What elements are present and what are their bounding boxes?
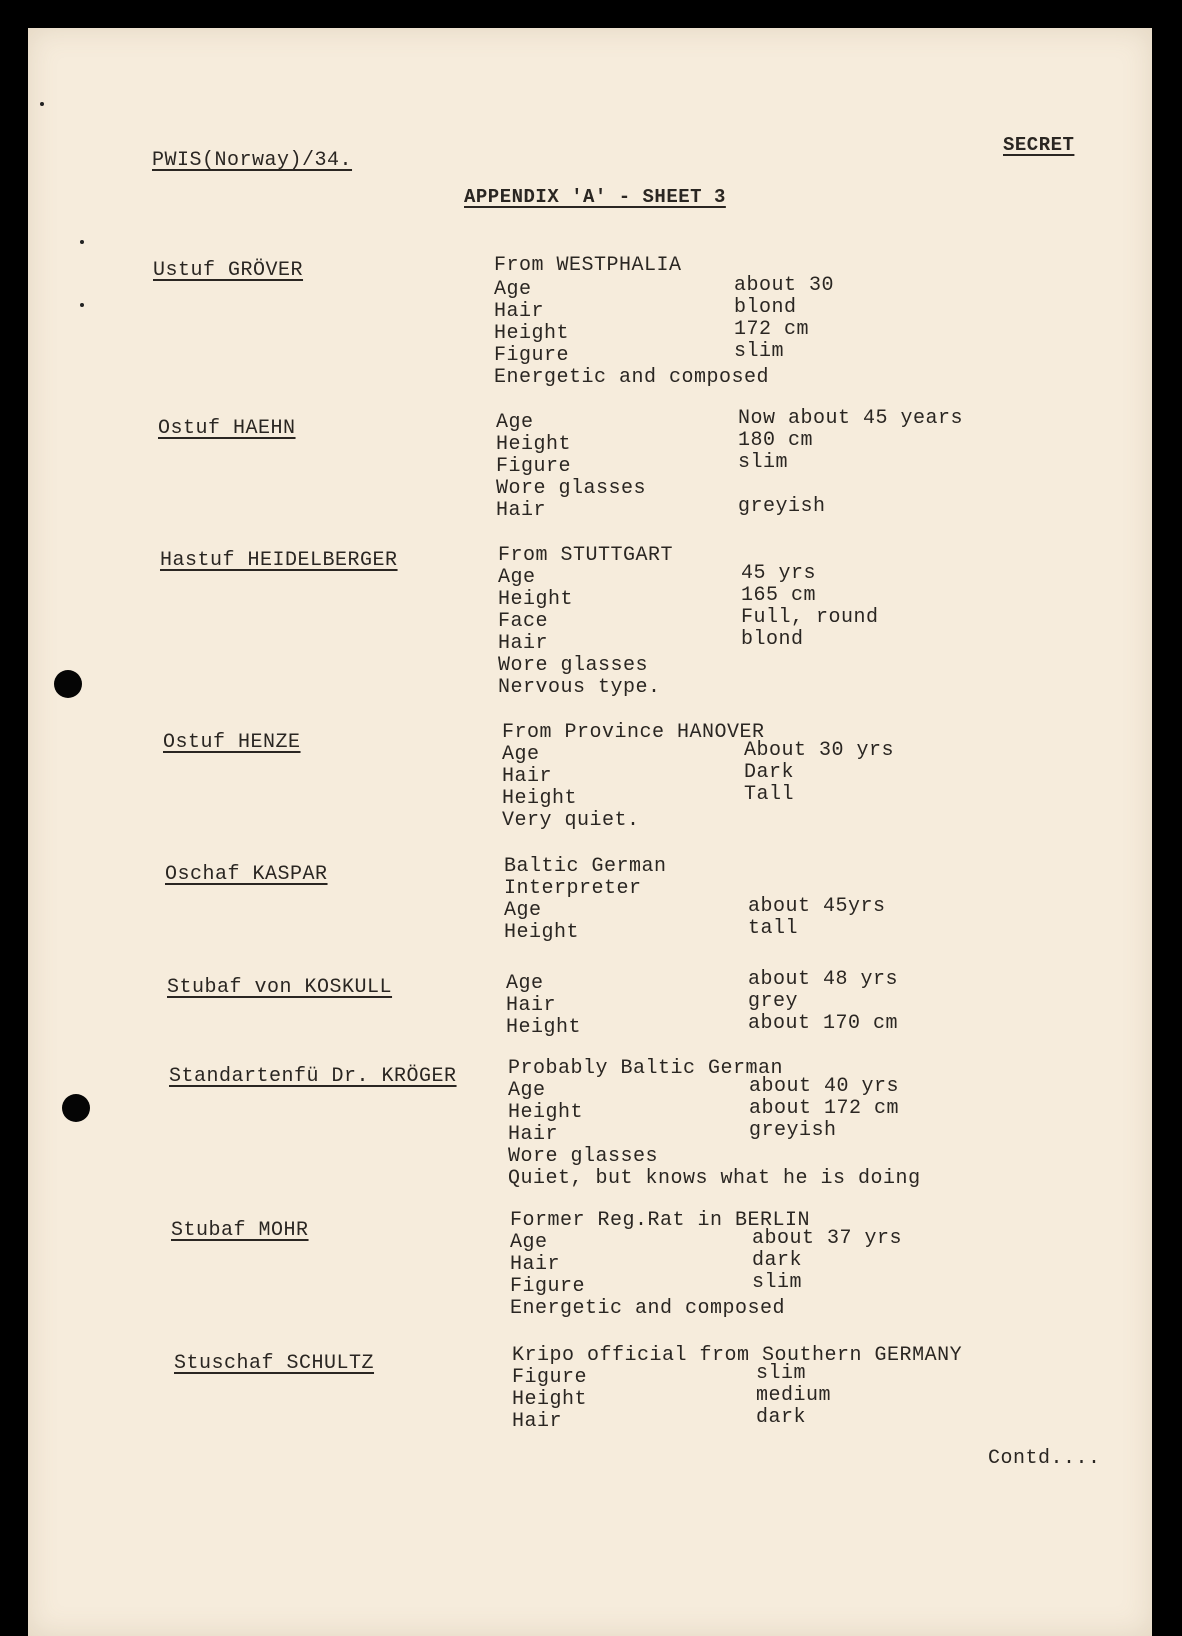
- attribute-value: about 170 cm: [748, 1012, 899, 1035]
- attribute-value: blond: [734, 296, 797, 319]
- attribute-label: Figure: [510, 1275, 586, 1298]
- attribute-label: Age: [498, 566, 536, 589]
- attribute-value: 180 cm: [738, 429, 814, 452]
- attribute-value: about 37 yrs: [752, 1227, 903, 1250]
- attribute-label: Height: [498, 588, 574, 611]
- attribute-label: Figure: [496, 455, 572, 478]
- attribute-label: Probably Baltic German: [508, 1057, 784, 1080]
- attribute-value: about 30: [734, 274, 835, 297]
- attribute-label: Baltic German: [504, 855, 667, 878]
- attribute-label: Age: [494, 278, 532, 301]
- attribute-value: medium: [756, 1384, 832, 1407]
- attribute-value: Dark: [744, 761, 795, 784]
- classification-marking: SECRET: [1003, 134, 1075, 156]
- attribute-label: Age: [502, 743, 540, 766]
- attribute-label: Figure: [494, 344, 570, 367]
- attribute-value: about 40 yrs: [749, 1075, 900, 1098]
- attribute-label: From STUTTGART: [498, 544, 674, 567]
- attribute-value: slim: [738, 451, 789, 474]
- attribute-label: Nervous type.: [498, 676, 661, 699]
- attribute-label: Hair: [512, 1410, 563, 1433]
- attribute-label: Age: [496, 411, 534, 434]
- attribute-value: 45 yrs: [741, 562, 817, 585]
- attribute-label: Height: [496, 433, 572, 456]
- attribute-value: slim: [734, 340, 785, 363]
- attribute-label: Hair: [508, 1123, 559, 1146]
- attribute-label: Height: [502, 787, 578, 810]
- speck: [40, 102, 44, 106]
- officer-name: Ostuf HENZE: [163, 731, 301, 754]
- officer-name: Stuschaf SCHULTZ: [174, 1352, 375, 1375]
- attribute-label: Wore glasses: [498, 654, 649, 677]
- attribute-label: Kripo official from Southern GERMANY: [512, 1344, 963, 1367]
- attribute-value: grey: [748, 990, 799, 1013]
- officer-name: Ostuf HAEHN: [158, 417, 296, 440]
- attribute-value: about 45yrs: [748, 895, 886, 918]
- attribute-label: Age: [504, 899, 542, 922]
- attribute-value: 172 cm: [734, 318, 810, 341]
- attribute-label: Height: [504, 921, 580, 944]
- officer-name: Stubaf von KOSKULL: [167, 976, 393, 999]
- attribute-value: dark: [752, 1249, 803, 1272]
- attribute-value: slim: [756, 1362, 807, 1385]
- attribute-value: tall: [748, 917, 799, 940]
- attribute-value: dark: [756, 1406, 807, 1429]
- officer-name: Ustuf GRÖVER: [153, 259, 304, 282]
- officer-name: Standartenfü Dr. KRÖGER: [169, 1065, 457, 1088]
- attribute-label: Energetic and composed: [494, 366, 770, 389]
- attribute-value: About 30 yrs: [744, 739, 895, 762]
- attribute-value: Now about 45 years: [738, 407, 964, 430]
- attribute-label: Hair: [510, 1253, 561, 1276]
- punch-hole: [62, 1094, 90, 1122]
- attribute-label: Hair: [494, 300, 545, 323]
- attribute-label: Age: [510, 1231, 548, 1254]
- reference-number: PWIS(Norway)/34.: [152, 149, 353, 172]
- attribute-label: Hair: [502, 765, 553, 788]
- attribute-value: Full, round: [741, 606, 879, 629]
- speck: [80, 303, 84, 307]
- officer-name: Stubaf MOHR: [171, 1219, 309, 1242]
- attribute-value: Tall: [744, 783, 795, 806]
- attribute-label: Hair: [498, 632, 549, 655]
- attribute-label: Age: [508, 1079, 546, 1102]
- attribute-label: Quiet, but knows what he is doing: [508, 1167, 921, 1190]
- attribute-value: 165 cm: [741, 584, 817, 607]
- officer-name: Hastuf HEIDELBERGER: [160, 549, 398, 572]
- attribute-label: Age: [506, 972, 544, 995]
- attribute-value: greyish: [749, 1119, 837, 1142]
- attribute-value: about 48 yrs: [748, 968, 899, 991]
- attribute-label: Figure: [512, 1366, 588, 1389]
- attribute-label: From WESTPHALIA: [494, 254, 682, 277]
- attribute-label: Wore glasses: [496, 477, 647, 500]
- attribute-label: Face: [498, 610, 549, 633]
- attribute-value: greyish: [738, 495, 826, 518]
- attribute-label: Wore glasses: [508, 1145, 659, 1168]
- page-title: APPENDIX 'A' - SHEET 3: [464, 186, 726, 208]
- attribute-label: Height: [494, 322, 570, 345]
- speck: [80, 240, 84, 244]
- attribute-label: Height: [506, 1016, 582, 1039]
- attribute-label: From Province HANOVER: [502, 721, 765, 744]
- attribute-label: Hair: [506, 994, 557, 1017]
- attribute-label: Hair: [496, 499, 547, 522]
- attribute-label: Height: [508, 1101, 584, 1124]
- attribute-value: about 172 cm: [749, 1097, 900, 1120]
- attribute-label: Interpreter: [504, 877, 642, 900]
- attribute-label: Height: [512, 1388, 588, 1411]
- attribute-label: Former Reg.Rat in BERLIN: [510, 1209, 811, 1232]
- punch-hole: [54, 670, 82, 698]
- attribute-label: Very quiet.: [502, 809, 640, 832]
- officer-name: Oschaf KASPAR: [165, 863, 328, 886]
- attribute-value: slim: [752, 1271, 803, 1294]
- continued-marker: Contd....: [988, 1447, 1101, 1470]
- attribute-label: Energetic and composed: [510, 1297, 786, 1320]
- attribute-value: blond: [741, 628, 804, 651]
